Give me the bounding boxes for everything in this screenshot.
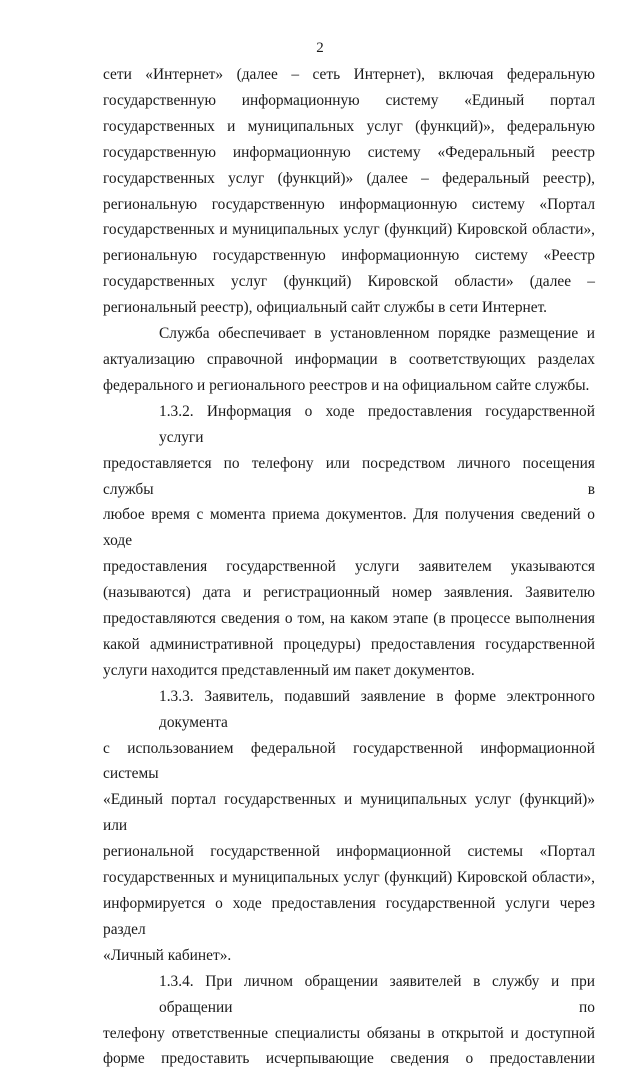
- text-line: 1.3.3. Заявитель, подавший заявление в форме электронного документа: [159, 687, 595, 731]
- text-line: 1.3.2. Информация о ходе предоставления государственной услуги: [159, 402, 595, 446]
- text-line: государственных и муниципальных услуг (функций) Кировской области»,: [103, 869, 595, 887]
- text-line: предоставления государственной услуги заявителем указываются: [103, 558, 595, 576]
- text-line: государственных услуг (функций) Кировской области» (далее –: [103, 273, 595, 291]
- text-line: любое время с момента приема документов. Для получения сведений о ходе: [103, 506, 595, 550]
- text-line: «Личный кабинет».: [103, 946, 232, 964]
- paragraph-3: [103, 399, 595, 684]
- paragraph-2: [103, 321, 595, 399]
- text-line: предоставляется по телефону или посредством личного посещения службы в: [103, 454, 595, 498]
- text-line: региональную государственную информационную систему «Портал: [103, 195, 595, 213]
- page-number: 2: [316, 40, 324, 56]
- text-line: сети «Интернет» (далее – сеть Интернет), включая федеральную: [103, 66, 595, 83]
- text-line: телефону ответственные специалисты обязаны в открытой и доступной: [103, 1024, 595, 1042]
- text-line: государственную информационную систему «Федеральный реестр: [103, 143, 595, 161]
- text-line: государственную информационную систему «Единый портал: [103, 91, 595, 109]
- text-line: государственных услуг (функций)» (далее – федеральный реестр),: [103, 169, 595, 187]
- text-line: федерального и регионального реестров и на официальном сайте службы.: [103, 376, 590, 394]
- text-line: форме предоставить исчерпывающие сведения о предоставлении: [103, 1050, 595, 1068]
- text-line: с использованием федеральной государственной информационной системы: [103, 739, 595, 783]
- text-line: региональную государственную информационную систему «Реестр: [103, 247, 595, 265]
- paragraph-5: [103, 969, 595, 1072]
- text-line: предоставляются сведения о том, на каком этапе (в процессе выполнения: [103, 610, 595, 628]
- text-line: государственных и муниципальных услуг (функций) Кировской области»,: [103, 221, 595, 239]
- text-line: актуализацию справочной информации в соответствующих разделах: [103, 350, 595, 368]
- text-line: региональной государственной информационной системы «Портал: [103, 843, 595, 861]
- text-line: государственных и муниципальных услуг (функций)», федеральную: [103, 117, 595, 135]
- text-line: «Единый портал государственных и муниципальных услуг (функций)» или: [103, 791, 595, 835]
- text-line: услуги находится представленный им пакет документов.: [103, 661, 475, 679]
- text-line: какой административной процедуры) предоставления государственной: [103, 635, 595, 653]
- text-line: (называются) дата и регистрационный номер заявления. Заявителю: [103, 584, 595, 602]
- paragraph-1: [103, 62, 595, 321]
- text-line: информируется о ходе предоставления государственной услуги через раздел: [103, 895, 595, 938]
- paragraph-4: [103, 684, 595, 969]
- text-line: 1.3.4. При личном обращении заявителей в службу и при обращении по: [159, 972, 595, 1016]
- text-line: Служба обеспечивает в установленном порядке размещение и: [159, 325, 595, 343]
- document-body: [103, 62, 595, 1072]
- text-line: региональный реестр), официальный сайт службы в сети Интернет.: [103, 299, 548, 317]
